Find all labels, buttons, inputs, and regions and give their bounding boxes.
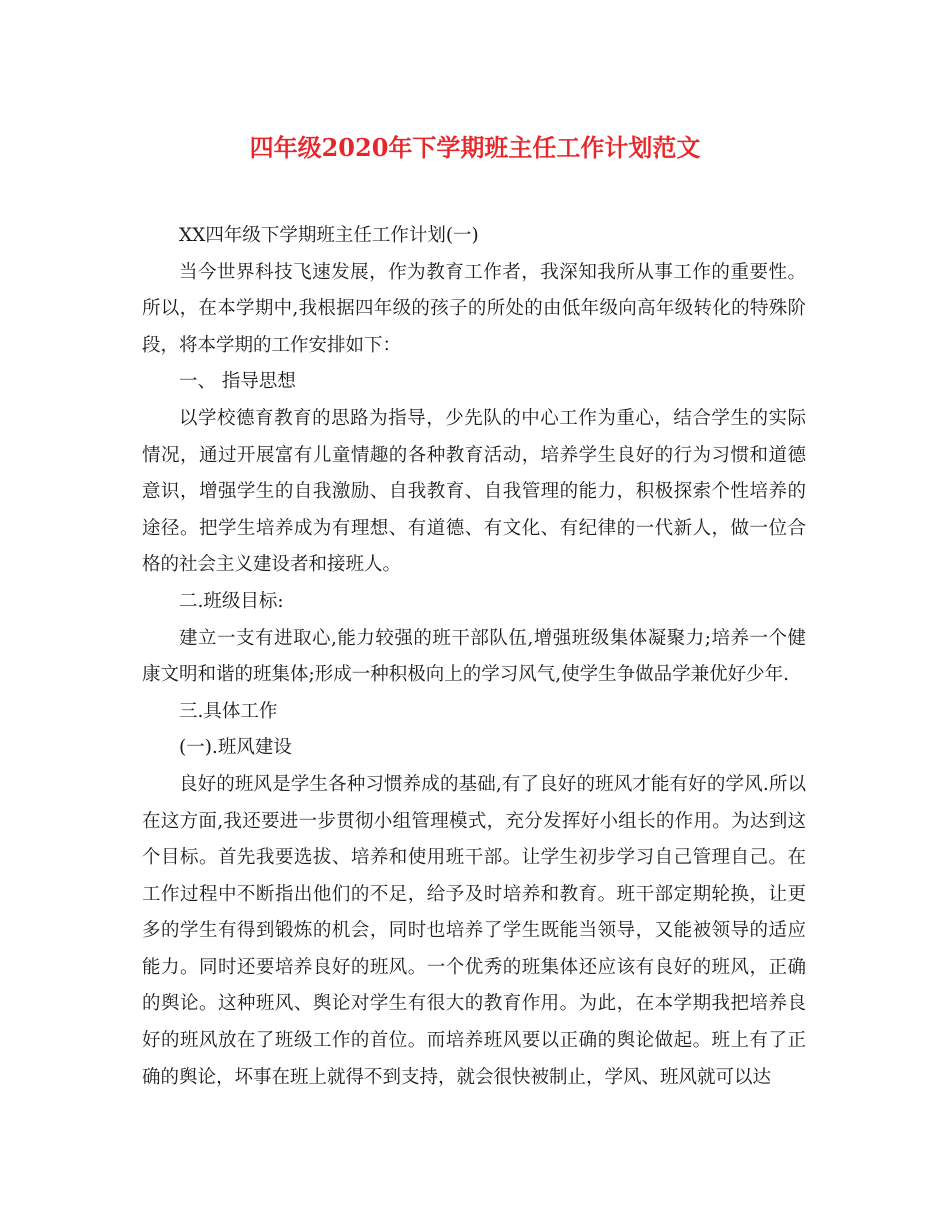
paragraph-intro: 当今世界科技飞速发展，作为教育工作者，我深知我所从事工作的重要性。所以，在本学期中,我根据四年级的孩子的所处的由低年级向高年级转化的特殊阶段，将本学期的工作安排如下： [142,261,806,356]
section-heading-guiding-thought: 一、 指导思想 [179,371,296,393]
section-heading-class-goals: 二.班级目标: [179,590,284,612]
paragraph-class-style: 良好的班风是学生各种习惯养成的基础,有了良好的班风才能有好的学风.所以在这方面,我还要进一步贯彻小组管理模式，充分发挥好小组长的作用。为达到这个目标。首先我要选拔、培养和使用班干部。让学生初步学习自己管理自己。在工作过程中不断指出他们的不足，给予及时培养和教育。班干部定期轮换，让更多的学生有得到锻炼的机会，同时也培养了学生既能当领导，又能被领导的适应能力。同时还要培养良好的班风。一个优秀的班集体还应该有良好的班风，正确的舆论。这种班风、舆论对学生有很大的教育作用。为此，在本学期我把培养良好的班风放在了班级工作的首位。而培养班风要以正确的舆论做起。班上有了正确的舆论，坏事在班上就得不到支持，就会很快被制止，学风、班风就可以达 [142,773,806,1088]
paragraph-plan-heading: XX四年级下学期班主任工作计划(一) [179,225,479,246]
document-body [142,218,806,1096]
subsection-heading-class-style: (一).班风建设 [179,737,292,759]
section-heading-specific-work: 三.具体工作 [179,700,278,722]
paragraph-guiding-thought: 以学校德育教育的思路为指导，少先队的中心工作为重心，结合学生的实际情况，通过开展富有儿童情趣的各种教育活动，培养学生良好的行为习惯和道德意识，增强学生的自我激励、自我教育、自我管理的能力，积极探索个性培养的途径。把学生培养成为有理想、有道德、有文化、有纪律的一代新人，做一位合格的社会主义建设者和接班人。 [142,407,806,576]
paragraph-class-goals: 建立一支有进取心,能力较强的班干部队伍,增强班级集体凝聚力;培养一个健康文明和谐的班集体;形成一种积极向上的学习风气,使学生争做品学兼优好少年. [142,627,806,686]
document-title: 四年级2020年下学期班主任工作计划范文 [249,133,701,162]
